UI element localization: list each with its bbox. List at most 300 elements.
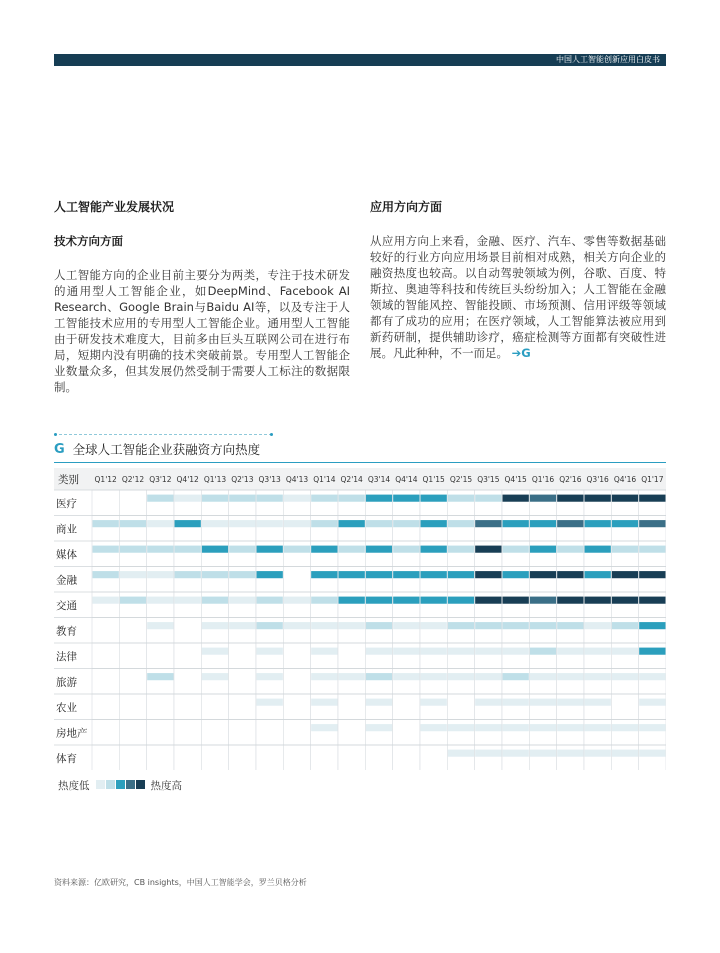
heatmap-cell [229,694,256,720]
heatmap-mark [257,495,283,502]
heatmap-cell [529,720,556,746]
heatmap-mark [93,520,119,527]
heatmap-cell [611,618,638,644]
heatmap-cell [420,745,447,770]
figure-ref-mark: G [521,346,531,360]
heatmap-mark [639,622,665,629]
heatmap-mark [284,546,310,553]
heatmap-cell [447,669,474,695]
heatmap-mark [503,648,529,655]
heatmap-mark [475,622,501,629]
heatmap-mark [393,571,419,578]
heatmap-column-label: Q4'12 [176,475,199,484]
heatmap-cell [201,745,228,770]
heatmap-mark [421,571,447,578]
heatmap-mark [339,520,365,527]
heatmap-cell [447,541,474,567]
heatmap-cell [475,745,502,770]
heatmap-cell [119,516,146,542]
heatmap-cell [611,643,638,669]
heatmap-mark [530,520,556,527]
heatmap-cell [201,643,228,669]
heatmap-cell [611,516,638,542]
heatmap-mark [421,699,447,706]
heatmap-cell [256,516,283,542]
heatmap-cell [311,618,338,644]
heatmap-cell [420,643,447,669]
heatmap-cell [611,541,638,567]
heatmap-mark [475,520,501,527]
heatmap-mark [448,673,474,680]
heatmap-mark [175,571,201,578]
heatmap-cell [283,720,310,746]
heatmap-cell [338,541,365,567]
heatmap-mark [147,495,173,502]
heatmap-cell [502,643,529,669]
heatmap-mark [257,520,283,527]
heatmap-mark [366,699,392,706]
heatmap-cell [92,567,119,593]
heatmap-mark [284,597,310,604]
heatmap-mark [393,546,419,553]
heatmap-mark [311,520,337,527]
heatmap-cell [639,643,666,669]
heatmap-cell [147,643,174,669]
heatmap-mark [339,571,365,578]
heatmap-cell [174,490,201,516]
heatmap-mark [257,673,283,680]
heatmap-row-label: 医疗 [56,497,77,510]
heatmap-column-label: Q2'16 [559,475,582,484]
heatmap-mark [120,520,146,527]
heatmap-mark [612,724,638,731]
heatmap-row-label: 房地产 [56,727,88,740]
heatmap-cell [365,618,392,644]
heatmap-cell [447,643,474,669]
heatmap-mark [229,622,255,629]
heatmap-mark [530,673,556,680]
tech-direction-heading: 技术方向方面 [54,234,123,248]
heatmap-mark [147,597,173,604]
heatmap-mark [421,495,447,502]
heatmap-mark [147,571,173,578]
heatmap-mark [475,571,501,578]
heatmap-cell [365,567,392,593]
heatmap-cell [92,516,119,542]
heatmap-mark [503,699,529,706]
heatmap-cell [256,541,283,567]
heatmap-mark [257,699,283,706]
heatmap-cell [147,669,174,695]
heatmap-mark [448,495,474,502]
heatmap-cell [611,694,638,720]
heatmap-cell [557,669,584,695]
heatmap-mark [257,648,283,655]
heatmap-mark [612,520,638,527]
heatmap-cell [201,618,228,644]
heatmap-mark [503,750,529,757]
heatmap-mark [503,622,529,629]
heatmap-cell [420,618,447,644]
heatmap-cell [502,694,529,720]
heatmap-cell [283,669,310,695]
heatmap-cell [475,541,502,567]
heatmap-mark [393,648,419,655]
heatmap-cell [311,567,338,593]
heatmap-mark [448,622,474,629]
heatmap-mark [612,622,638,629]
heatmap-mark [421,520,447,527]
heatmap-cell [283,618,310,644]
heatmap-cell [92,694,119,720]
heatmap-cell [174,720,201,746]
heatmap-mark [557,520,583,527]
heatmap-cell [447,592,474,618]
legend-swatch [126,780,135,789]
heatmap-cell [365,592,392,618]
heatmap-mark [448,546,474,553]
heatmap-cell [365,720,392,746]
heatmap-mark [475,673,501,680]
heatmap-mark [530,648,556,655]
heatmap-cell [147,720,174,746]
heatmap-mark [366,622,392,629]
heatmap-cell [639,720,666,746]
heatmap-cell [584,541,611,567]
heatmap-cell [639,567,666,593]
heatmap-mark [366,495,392,502]
heatmap-cell [338,669,365,695]
section-heading: 人工智能产业发展状况 [54,200,175,214]
heatmap-cell [529,618,556,644]
heatmap-cell [147,490,174,516]
legend-swatch [136,780,145,789]
legend-swatch [96,780,105,789]
heatmap-cell [119,694,146,720]
legend-low-label: 热度低 [58,780,90,792]
heatmap-mark [93,571,119,578]
heatmap-mark [311,673,337,680]
heatmap-mark [639,571,665,578]
heatmap-cell [393,745,420,770]
heatmap-mark [530,724,556,731]
heatmap-mark [339,597,365,604]
heatmap-cell [639,694,666,720]
heatmap-mark [557,673,583,680]
heatmap-mark [639,648,665,655]
heatmap-cell [119,720,146,746]
heatmap-cell [420,541,447,567]
heatmap-mark [284,622,310,629]
heatmap-cell [475,669,502,695]
heatmap-cell [502,516,529,542]
heatmap-cell [529,490,556,516]
heatmap-mark [202,597,228,604]
heatmap-mark [339,622,365,629]
heatmap-mark [366,571,392,578]
heatmap-mark [202,520,228,527]
heatmap-row-label: 媒体 [56,548,77,561]
heatmap-column-label: Q3'16 [586,475,609,484]
heatmap-cell [92,643,119,669]
heatmap-cell [256,618,283,644]
heatmap-mark [503,724,529,731]
heatmap-cell [283,745,310,770]
heatmap-mark [257,622,283,629]
heatmap-mark [585,495,611,502]
heatmap-mark [448,520,474,527]
heatmap-mark [612,571,638,578]
heatmap-column-label: Q2'12 [121,475,145,484]
heatmap-cell [557,490,584,516]
heatmap-mark [393,520,419,527]
heatmap-cell [557,541,584,567]
heatmap-cell [557,567,584,593]
heatmap-cell [529,567,556,593]
heatmap-legend [58,778,182,793]
heatmap-cell [420,592,447,618]
heatmap-cell [502,618,529,644]
heatmap-cell [584,745,611,770]
heatmap-cell [475,490,502,516]
heatmap-cell [338,490,365,516]
chart-title-text: 全球人工智能企业获融资方向热度 [72,442,261,457]
header-bar [54,54,666,66]
heatmap-cell [311,669,338,695]
heatmap-mark [585,673,611,680]
heatmap-cell [201,541,228,567]
heatmap-cell [283,643,310,669]
heatmap-cell [420,694,447,720]
heatmap-mark [503,495,529,502]
heatmap-cell [584,643,611,669]
heatmap-cell [92,541,119,567]
heatmap-cell [147,694,174,720]
heatmap-cell [502,745,529,770]
heatmap-column-label: Q3'12 [149,475,172,484]
heatmap-cell [557,694,584,720]
heatmap-mark [93,546,119,553]
heatmap-cell [174,592,201,618]
heatmap-cell [283,567,310,593]
heatmap-cell [529,694,556,720]
heatmap-cell [639,592,666,618]
heatmap-cell [365,694,392,720]
heatmap-cell [256,567,283,593]
heatmap-mark [557,546,583,553]
heatmap-column-label: Q3'13 [258,475,281,484]
heatmap-mark [585,750,611,757]
heatmap-cell [338,694,365,720]
heatmap-row-label: 旅游 [56,676,77,689]
heatmap-cell [447,745,474,770]
heatmap-mark [257,597,283,604]
heatmap-mark [448,724,474,731]
heatmap-cell [201,720,228,746]
heatmap-mark [366,520,392,527]
legend-swatches [96,780,146,792]
heatmap-cell [502,669,529,695]
heatmap-column-label: Q2'13 [231,475,254,484]
heatmap-mark [503,520,529,527]
heatmap-mark [175,597,201,604]
heatmap-cell [447,490,474,516]
heatmap-cell [502,541,529,567]
heatmap-cell [447,694,474,720]
heatmap-mark [421,648,447,655]
heatmap-cell [475,567,502,593]
heatmap-mark [557,571,583,578]
heatmap-cell [475,516,502,542]
heatmap-column-label: Q1'13 [203,475,227,484]
heatmap-cell [119,643,146,669]
heatmap-row-label: 交通 [56,599,77,612]
heatmap-mark [503,546,529,553]
heatmap-column-label: Q3'14 [367,475,391,484]
heatmap-column-label: Q4'15 [504,475,527,484]
heatmap-mark [530,622,556,629]
heatmap-mark [530,571,556,578]
heatmap-mark [612,648,638,655]
heatmap-cell [201,490,228,516]
heatmap-cell [229,490,256,516]
heatmap-cell [611,592,638,618]
heatmap-cell [256,490,283,516]
heatmap-mark [257,546,283,553]
heatmap-cell [557,516,584,542]
heatmap-cell [639,490,666,516]
heatmap-cell [393,490,420,516]
heatmap-cell [311,720,338,746]
divider-dot [270,433,273,436]
heatmap-cell [311,694,338,720]
heatmap-cell [174,694,201,720]
divider-dot [54,433,57,436]
heatmap-cell [256,720,283,746]
heatmap-cell [201,669,228,695]
heatmap-mark [202,622,228,629]
heatmap-cell [393,618,420,644]
heatmap-column-label: Q2'15 [449,475,473,484]
left-column [54,198,350,395]
heatmap-cell [174,567,201,593]
heatmap-cell [283,516,310,542]
heatmap-cell [639,516,666,542]
heatmap-cell [529,592,556,618]
heatmap-cell [557,592,584,618]
heatmap-column-label: Q4'13 [285,475,309,484]
heatmap-column-label: Q1'16 [531,475,555,484]
divider-dotted-line [54,434,272,435]
heatmap-mark [639,750,665,757]
heatmap-cell [365,745,392,770]
heatmap-mark [421,546,447,553]
heatmap-mark [175,546,201,553]
heatmap-cell [92,745,119,770]
heatmap-mark [311,495,337,502]
heatmap-mark [585,699,611,706]
heatmap-cell [283,490,310,516]
heatmap-cell [119,592,146,618]
heatmap-cell [502,720,529,746]
heatmap-mark [393,673,419,680]
heatmap-column-label: Q4'16 [613,475,637,484]
heatmap-cell [229,669,256,695]
heatmap-cell [611,745,638,770]
heatmap-mark [366,648,392,655]
heatmap-cell [147,592,174,618]
heatmap-mark [557,750,583,757]
heatmap-cell [201,516,228,542]
tech-direction-paragraph: 人工智能方向的企业目前主要分为两类，专注于技术研发的通用型人工智能企业，如DeepMind、Facebook AI Research、Google Brain与Baidu AI等，以及专注于人工智能技术应用的专用型人工智能企业。通用型人工智能由于研发技术难度大，目前多由巨头互联网公司在进行布局，短期内没有明确的技术突破前景。专用型人工智能企业数量众多，但其发展仍然受制于需要人工标注的数据限制。 [54,268,350,394]
heatmap-mark [475,648,501,655]
heatmap-mark [120,597,146,604]
heatmap-cell [119,567,146,593]
heatmap-mark [557,622,583,629]
heatmap-mark [339,673,365,680]
heatmap-mark [120,546,146,553]
heatmap-cell [256,694,283,720]
heatmap-cell [447,618,474,644]
heatmap-mark [366,546,392,553]
heatmap-cell [311,490,338,516]
heatmap-cell [283,694,310,720]
chart-title-rule [54,462,666,463]
heatmap-mark [530,597,556,604]
heatmap-cell [174,618,201,644]
heatmap-column-label: Q1'15 [422,475,445,484]
application-direction-text: 从应用方向上来看，金融、医疗、汽车、零售等数据基础较好的行业方向应用场景目前相对成熟，相关方向企业的融资热度也较高。以自动驾驶领域为例，谷歌、百度、特斯拉、奥迪等科技和传统巨头纷纷加入；人工智能在金融领域的智能风控、智能投顾、市场预测、信用评级等领域都有了成功的应用；在医疗领域，人工智能算法被应用到新药研制，提供辅助诊疗，癌症检测等方面都有突破性进展。凡此种种，不一而足。 [370,234,666,360]
heatmap-cell [639,669,666,695]
heatmap-cell [584,720,611,746]
heatmap-cell [119,490,146,516]
heatmap-cell [529,541,556,567]
heatmap-cell [119,745,146,770]
heatmap-cell [174,516,201,542]
heatmap-cell [147,618,174,644]
heatmap-mark [475,699,501,706]
heatmap-mark [120,571,146,578]
heatmap-mark [530,699,556,706]
heatmap-cell [584,592,611,618]
heatmap-cell [338,643,365,669]
heatmap-cell [229,643,256,669]
heatmap-mark [557,495,583,502]
heatmap-mark [202,673,228,680]
heatmap-cell [447,567,474,593]
heatmap-cell [557,745,584,770]
heatmap-cell [393,541,420,567]
heatmap-mark [448,597,474,604]
heatmap-row-label: 农业 [56,701,77,714]
heatmap-mark [612,495,638,502]
heatmap-cell [338,745,365,770]
heatmap-cell [475,720,502,746]
heatmap-cell [393,694,420,720]
heatmap-cell [92,592,119,618]
heatmap-column-label: Q1'17 [641,475,664,484]
heatmap-cell [502,592,529,618]
heatmap-cell [201,567,228,593]
heatmap-mark [366,673,392,680]
heatmap-cell [393,516,420,542]
heatmap-cell [584,490,611,516]
heatmap-cell [420,669,447,695]
heatmap-cell [393,669,420,695]
heatmap-cell [529,643,556,669]
heatmap-cell [611,720,638,746]
heatmap-mark [257,571,283,578]
